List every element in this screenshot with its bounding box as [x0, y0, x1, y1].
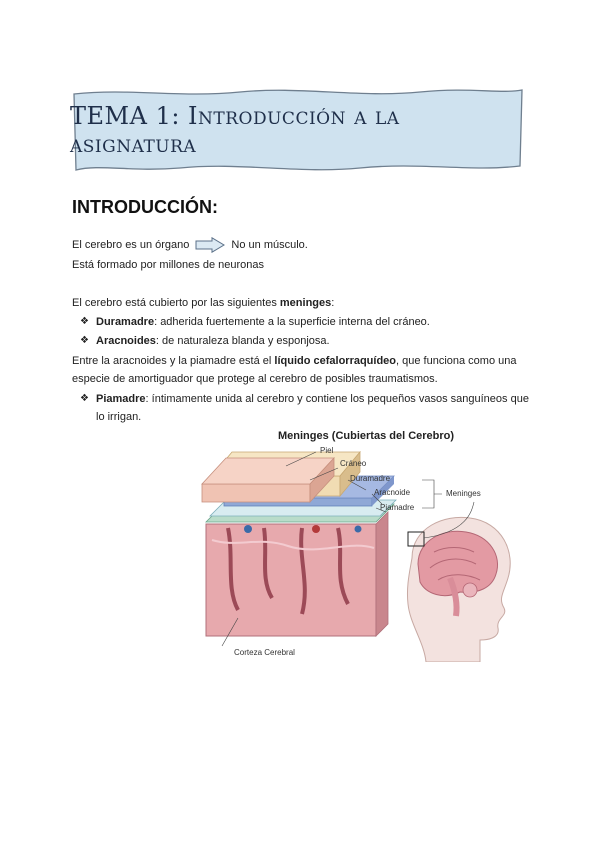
list-item-piamadre	[80, 390, 530, 426]
label-craneo: Cráneo	[340, 459, 367, 468]
section-heading: INTRODUCCIÓN:	[72, 197, 218, 217]
bullet-term: Piamadre	[96, 393, 146, 405]
bullet-term: Aracnoides	[96, 335, 156, 347]
bullet-term: Duramadre	[96, 316, 155, 328]
organ-text: El cerebro es un órgano	[72, 239, 190, 251]
liquido-text: Entre la aracnoides y la piamadre está el	[72, 355, 275, 367]
meninges-colon: :	[331, 297, 335, 309]
liquido-term: líquido cefalorraquídeo	[274, 355, 397, 367]
paragraph-neuronas: Está formado por millones de neuronas	[72, 259, 264, 271]
page-title: TEMA 1: Introducción a la asignatura	[70, 102, 400, 158]
bullet-desc: : de naturaleza blanda y esponjosa.	[155, 335, 330, 347]
figure-title: Meninges (Cubiertas del Cerebro)	[278, 430, 455, 442]
diamond-bullet-icon: ❖	[80, 316, 89, 327]
bullet-desc: : adherida fuertemente a la superficie interna del cráneo.	[154, 316, 430, 328]
organ-note: No un músculo.	[231, 239, 308, 251]
paragraph-liquido	[72, 352, 532, 388]
diamond-bullet-icon: ❖	[80, 393, 89, 404]
right-arrow-icon	[195, 237, 225, 253]
paragraph-organ	[72, 237, 308, 253]
title-banner	[70, 86, 526, 174]
label-piel: Piel	[320, 446, 334, 455]
bullet-desc: : íntimamente unida al cerebro y contiene los pequeños vasos sanguíneos que lo irrigan.	[96, 393, 529, 423]
meninges-figure	[198, 428, 522, 662]
bullet-text	[96, 315, 430, 329]
meninges-text: El cerebro está cubierto por las siguientes	[72, 297, 280, 309]
bullet-text	[96, 390, 530, 426]
list-item-aracnoides	[80, 334, 330, 348]
label-corteza: Corteza Cerebral	[234, 648, 295, 657]
label-meninges: Meninges	[446, 489, 481, 498]
meninges-term: meninges	[279, 297, 332, 309]
label-aracnoide: Aracnoide	[374, 488, 411, 497]
list-item-duramadre	[80, 315, 430, 329]
liquido-desc: , que funciona como una especie de amortiguador que protege al cerebro de posibles traumatismos.	[72, 355, 517, 385]
bullet-text	[96, 334, 330, 348]
label-piamadre: Piamadre	[380, 503, 415, 512]
label-duramadre: Duramadre	[350, 474, 391, 483]
paragraph-meninges	[72, 296, 334, 310]
diamond-bullet-icon: ❖	[80, 335, 89, 346]
